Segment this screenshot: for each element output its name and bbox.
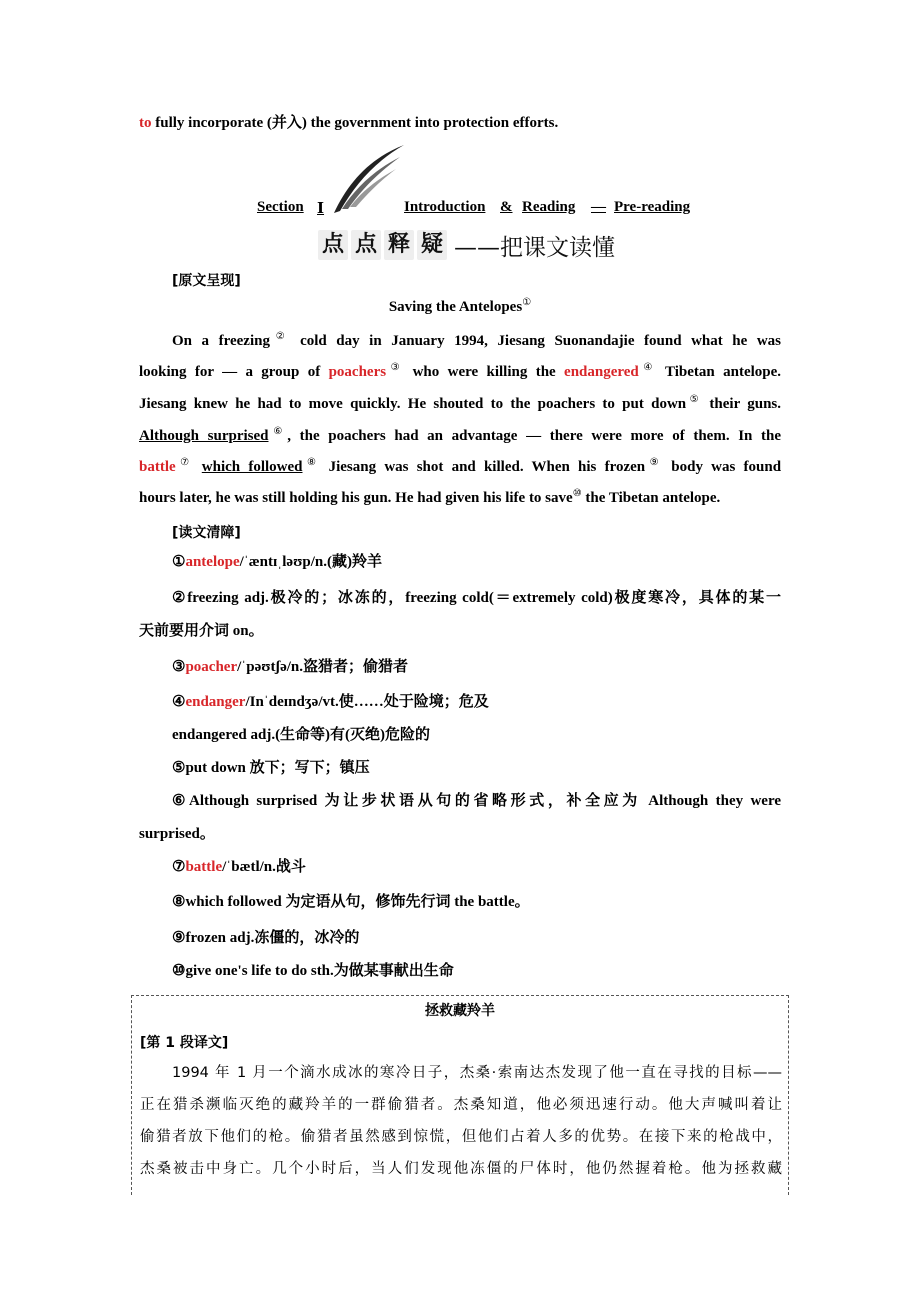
note-4 — [172, 692, 781, 712]
passage-title-text: Saving the Antelopes — [388, 299, 523, 315]
note-9: ⑨frozen adj.冻僵的，冰冷的 — [172, 930, 360, 946]
footnote-marker-9: ⑨ — [645, 457, 664, 468]
note-2b: 天前要用介词 on。 — [139, 623, 264, 639]
section-part-a: Introduction — [404, 199, 486, 215]
section-numeral: Ⅰ — [317, 201, 325, 217]
footnote-marker-7: ⑦ — [175, 457, 194, 468]
passage-text: Jiesang was shot and killed. When his frozen — [328, 459, 646, 475]
note-number: ③ — [172, 659, 186, 675]
passage-text: hours later, he was still holding his gun. He had given his life to save — [139, 490, 573, 506]
top-line — [139, 113, 781, 133]
footnote-marker-4: ④ — [638, 362, 657, 373]
note-5: ⑤put down 放下；写下；镇压 — [172, 760, 370, 776]
keyword-endangered: endangered — [564, 364, 639, 380]
footnote-marker-10: ⑩ — [572, 488, 582, 499]
note-word: endanger — [185, 694, 246, 710]
section-amp: & — [500, 199, 513, 215]
passage-text: the poachers had an advantage — there were more of them. In the — [299, 428, 781, 444]
passage-text: Jiesang knew he had to move quickly. He shouted to the poachers to put down — [139, 396, 687, 412]
original-text-label: [原文呈现] — [172, 273, 241, 289]
keyword-battle: battle — [139, 459, 176, 475]
banner-char-1: 点 — [318, 230, 348, 260]
section-dash: — — [591, 199, 606, 215]
note-word: antelope — [185, 554, 240, 570]
banner-char-3: 释 — [384, 230, 414, 260]
note-2a: ②freezing adj.极冷的；冰冻的，freezing cold(＝extremely cold)极度寒冷，具体的某一 — [172, 590, 781, 606]
passage-line-6 — [139, 488, 781, 508]
translation-title: 拯救藏羚羊 — [425, 1003, 495, 1019]
passage-text: body was found — [671, 459, 782, 475]
note-text: /ˈæntɪˌləʊp/n.(藏)羚羊 — [239, 554, 382, 570]
footnote-marker-2: ② — [269, 331, 291, 342]
footnote-marker-8: ⑧ — [302, 457, 321, 468]
passage-text: cold day in January 1994, Jiesang Suonandajie found what he was — [300, 333, 782, 349]
translation-box — [131, 995, 789, 1195]
banner-subtitle: ——把课文读懂 — [454, 234, 615, 261]
passage-text: who were killing the — [412, 364, 565, 380]
section-part-c: Pre-reading — [614, 199, 691, 215]
passage-text: On a freezing — [172, 333, 270, 349]
passage-line-4 — [139, 426, 781, 446]
note-1 — [172, 552, 781, 572]
footnote-marker-5: ⑤ — [686, 394, 703, 405]
passage-text: the Tibetan antelope. — [581, 490, 721, 506]
footnote-marker-3: ③ — [386, 362, 405, 373]
passage-line-2 — [139, 362, 781, 382]
section-banner — [318, 228, 615, 262]
banner-char-4: 疑 — [417, 230, 447, 260]
translation-line-3: 偷猎者放下他们的枪。偷猎者虽然感到惊慌，但他们占着人多的优势。在接下来的枪战中， — [140, 1129, 782, 1145]
note-number: ⑦ — [172, 859, 186, 875]
passage-line-3 — [139, 394, 781, 414]
section-label: Section — [257, 199, 304, 215]
translation-label: [第 1 段译文] — [140, 1035, 229, 1051]
footnote-marker-6: ⑥ — [268, 426, 288, 437]
section-part-b: Reading — [522, 199, 576, 215]
top-line-red: to — [139, 115, 152, 131]
passage-line-5 — [139, 457, 781, 477]
note-8: ⑧which followed 为定语从句，修饰先行词 the battle。 — [172, 894, 530, 910]
translation-line-2: 正在猎杀濒临灭绝的藏羚羊的一群偷猎者。杰桑知道，他必须迅速行动。他大声喊叫着让 — [140, 1097, 782, 1113]
note-10: ⑩give one's life to do sth.为做某事献出生命 — [172, 963, 454, 979]
translation-line-1: 1994 年 1 月一个滴水成冰的寒冷日子，杰桑·索南达杰发现了他一直在寻找的目标—— — [172, 1065, 782, 1081]
note-3 — [172, 657, 781, 677]
note-4b: endangered adj.(生命等)有(灭绝)危险的 — [172, 727, 431, 743]
note-word: poacher — [185, 659, 238, 675]
section-heading — [257, 199, 697, 219]
note-7 — [172, 857, 781, 877]
note-number: ① — [172, 554, 186, 570]
note-word: battle — [185, 859, 223, 875]
notes-label: [读文清障] — [172, 525, 241, 541]
note-6b: surprised。 — [139, 826, 215, 842]
keyword-poachers: poachers — [328, 364, 387, 380]
note-text: /ˈpəʊtʃə/n.盗猎者；偷猎者 — [237, 659, 408, 675]
top-line-text: fully incorporate (并入) the government into protection efforts. — [151, 115, 559, 131]
note-text: /ˈbætl/n.战斗 — [222, 859, 306, 875]
passage-text: their guns. — [709, 396, 782, 412]
passage-title — [0, 299, 920, 316]
banner-char-2: 点 — [351, 230, 381, 260]
underlined-phrase: Although surprised — [139, 428, 269, 444]
translation-line-4: 杰桑被击中身亡。几个小时后，当人们发现他冻僵的尸体时，他仍然握着枪。他为拯救藏 — [140, 1161, 782, 1177]
note-text: /Inˈdeɪndʒə/vt.使……处于险境；危及 — [245, 694, 489, 710]
passage-text: looking for — a group of — [139, 364, 329, 380]
note-number: ④ — [172, 694, 186, 710]
note-6a: ⑥Although surprised 为让步状语从句的省略形式，补全应为 Although they were — [172, 793, 781, 809]
passage-line-1 — [172, 331, 781, 351]
underlined-phrase: which followed — [201, 459, 303, 475]
footnote-marker-1: ① — [522, 297, 532, 308]
passage-text: Tibetan antelope. — [665, 364, 782, 380]
passage-text: , — [287, 428, 291, 444]
